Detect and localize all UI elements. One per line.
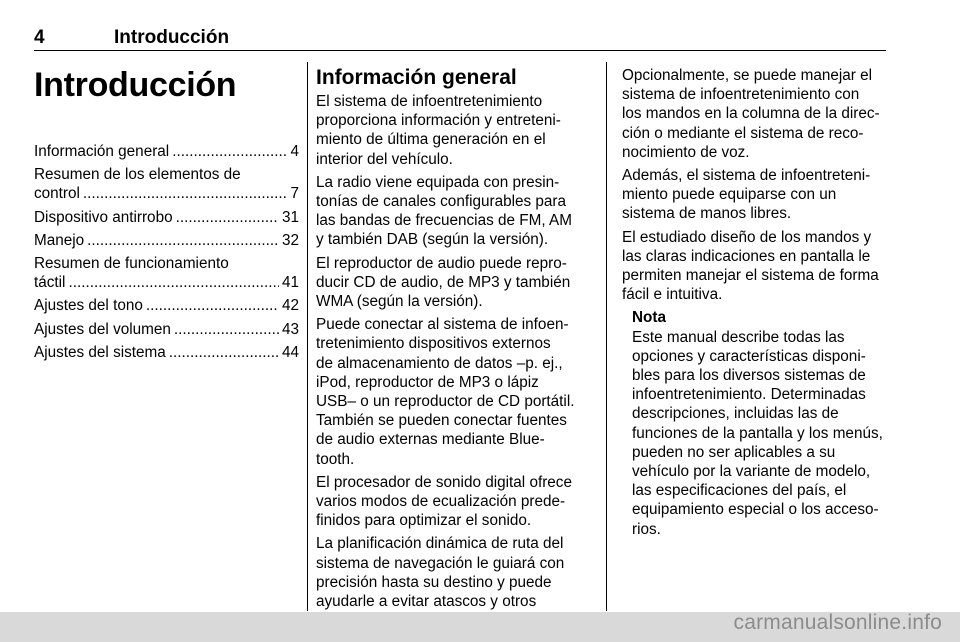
note-line: opciones y características disponi- bbox=[632, 347, 866, 365]
text-line: de audio externas mediante Blue- bbox=[316, 431, 545, 449]
text-line: sistema de manos libres. bbox=[622, 205, 792, 223]
middle-body bbox=[316, 92, 590, 630]
toc-leader-dots bbox=[87, 231, 279, 250]
text-line: El reproductor de audio puede repro- bbox=[316, 254, 567, 272]
toc-entry[interactable] bbox=[34, 296, 299, 315]
toc-leader-dots bbox=[68, 273, 279, 292]
text-line: las claras indicaciones en pantalla le bbox=[622, 247, 871, 265]
toc-entry-text: táctil bbox=[34, 274, 66, 292]
page-number: 4 bbox=[34, 27, 45, 48]
toc-page-number: 4 bbox=[290, 143, 299, 160]
note-title: Nota bbox=[632, 309, 666, 327]
left-column bbox=[34, 66, 299, 366]
text-line: El sistema de infoentretenimiento bbox=[316, 93, 543, 110]
section-heading: Información general bbox=[316, 66, 517, 89]
toc-entry-row bbox=[34, 320, 299, 339]
toc-entry-text: Dispositivo antirrobo bbox=[34, 208, 173, 226]
text-line: iPod, reproductor de MP3 o lápiz bbox=[316, 373, 539, 391]
toc-entry-text: Información general bbox=[34, 143, 170, 160]
paragraph bbox=[316, 173, 590, 250]
text-line: miento de última generación en el bbox=[316, 131, 546, 149]
text-line: nocimiento de voz. bbox=[622, 143, 750, 161]
toc-page-number: 41 bbox=[281, 274, 299, 292]
toc-entry[interactable] bbox=[34, 254, 299, 292]
text-line: Opcionalmente, se puede manejar el bbox=[622, 67, 873, 84]
toc-entry-text: Ajustes del volumen bbox=[34, 320, 171, 338]
toc-entry[interactable] bbox=[34, 165, 299, 203]
text-line: ción o mediante el sistema de reco- bbox=[622, 124, 864, 142]
toc-page-number: 43 bbox=[281, 320, 299, 338]
note-line: infoentretenimiento. Determinadas bbox=[632, 386, 866, 404]
paragraph bbox=[316, 473, 590, 531]
toc-entry-text: control bbox=[34, 185, 80, 203]
toc-entry-text: Ajustes del tono bbox=[34, 297, 143, 315]
toc-leader-dots bbox=[169, 343, 279, 362]
text-line: las bandas de frecuencias de FM, AM bbox=[316, 212, 572, 230]
text-line: La radio viene equipada con presin- bbox=[316, 173, 560, 191]
paragraph bbox=[622, 228, 888, 305]
toc-entry-text: Ajustes del sistema bbox=[34, 343, 166, 361]
text-line: tonías de canales configurables para bbox=[316, 193, 567, 211]
note-line: rios. bbox=[632, 520, 661, 538]
toc-leader-dots bbox=[172, 142, 287, 161]
note-line: descripciones, incluidas las de bbox=[632, 405, 839, 423]
middle-column bbox=[316, 66, 590, 634]
text-line: permiten manejar el sistema de forma bbox=[622, 267, 879, 285]
column-divider-right bbox=[606, 62, 607, 611]
text-line: sistema de infoentretenimiento con bbox=[622, 86, 860, 104]
text-line: los mandos en la columna de la direc- bbox=[622, 105, 880, 123]
toc-entry-row bbox=[34, 343, 299, 362]
right-column bbox=[622, 66, 888, 539]
toc-entry[interactable] bbox=[34, 231, 299, 250]
text-line: miento puede equiparse con un bbox=[622, 186, 837, 204]
note-line: Este manual describe todas las bbox=[632, 328, 845, 346]
note-line: vehículo por la variante de modelo, bbox=[632, 463, 871, 481]
column-divider-left bbox=[307, 62, 308, 611]
text-line: ayudarle a evitar atascos y otros bbox=[316, 593, 537, 611]
toc-entry[interactable] bbox=[34, 320, 299, 339]
toc-entry[interactable] bbox=[34, 208, 299, 227]
note-line: funciones de la pantalla y los menús, bbox=[632, 424, 883, 442]
text-line: La planificación dinámica de ruta del bbox=[316, 535, 564, 553]
text-line: varios modos de ecualización prede- bbox=[316, 493, 566, 511]
toc-page-number: 44 bbox=[281, 343, 299, 361]
text-line: Puede conectar al sistema de infoen- bbox=[316, 316, 569, 334]
toc-entry-text: Manejo bbox=[34, 231, 85, 249]
note-line: las especificaciones del país, el bbox=[632, 482, 847, 500]
text-line: USB– o un reproductor de CD portátil. bbox=[316, 393, 575, 411]
toc-leader-dots bbox=[176, 208, 279, 227]
text-line: El procesador de sonido digital ofrece bbox=[316, 473, 572, 491]
text-line: tretenimiento dispositivos externos bbox=[316, 335, 551, 353]
paragraph bbox=[622, 66, 888, 162]
note-line: equipamiento especial o los acceso- bbox=[632, 501, 879, 519]
text-line: El estudiado diseño de los mandos y bbox=[622, 228, 872, 246]
toc-entry-row bbox=[34, 184, 299, 203]
toc-page-number: 42 bbox=[281, 297, 299, 315]
text-line: de almacenamiento de datos –p. ej., bbox=[316, 354, 563, 372]
text-line: ducir CD de audio, de MP3 y también bbox=[316, 273, 571, 291]
toc-leader-dots bbox=[174, 320, 279, 339]
text-line: sistema de navegación le guiará con bbox=[316, 554, 565, 572]
toc-page-number: 7 bbox=[290, 185, 299, 203]
toc-page-number: 31 bbox=[281, 208, 299, 226]
paragraph bbox=[316, 315, 590, 469]
page-header bbox=[34, 27, 886, 49]
text-line: Además, el sistema de infoentreteni- bbox=[622, 167, 871, 185]
toc-entry-text: Resumen de funcionamiento bbox=[34, 255, 229, 273]
text-line: finidos para optimizar el sonido. bbox=[316, 512, 532, 530]
paragraph bbox=[622, 166, 888, 224]
text-line: WMA (según la versión). bbox=[316, 293, 483, 311]
toc-entry-row bbox=[34, 273, 299, 292]
toc-entry[interactable] bbox=[34, 343, 299, 362]
watermark: carmanualsonline.info bbox=[733, 611, 942, 634]
toc-entry-text: Resumen de los elementos de bbox=[34, 166, 241, 184]
toc-leader-dots bbox=[146, 296, 279, 315]
note-body bbox=[632, 328, 888, 539]
header-rule bbox=[34, 50, 886, 51]
text-line: precisión hasta su destino y puede bbox=[316, 573, 552, 591]
text-line: tooth. bbox=[316, 450, 355, 468]
toc-entry-row bbox=[34, 142, 299, 161]
text-line: fácil e intuitiva. bbox=[622, 286, 723, 304]
text-line: También se pueden conectar fuentes bbox=[316, 412, 567, 430]
text-line: interior del vehículo. bbox=[316, 150, 453, 168]
toc-leader-dots bbox=[83, 184, 288, 203]
toc-page-number: 32 bbox=[281, 231, 299, 249]
text-line: y también DAB (según la versión). bbox=[316, 231, 549, 249]
right-body bbox=[622, 66, 888, 304]
running-section-title: Introducción bbox=[114, 27, 230, 48]
text-line: proporciona información y entreteni- bbox=[316, 112, 561, 130]
toc-entry[interactable] bbox=[34, 142, 299, 161]
paragraph bbox=[316, 92, 590, 169]
note-line: bles para los diversos sistemas de bbox=[632, 367, 866, 385]
toc-entry-row bbox=[34, 208, 299, 227]
toc-entry-row bbox=[34, 296, 299, 315]
paragraph bbox=[316, 254, 590, 312]
chapter-title: Introducción bbox=[34, 66, 237, 104]
note-line: pueden no ser aplicables a su bbox=[632, 443, 836, 461]
table-of-contents bbox=[34, 142, 299, 362]
toc-entry-row bbox=[34, 231, 299, 250]
note-box bbox=[632, 308, 888, 538]
